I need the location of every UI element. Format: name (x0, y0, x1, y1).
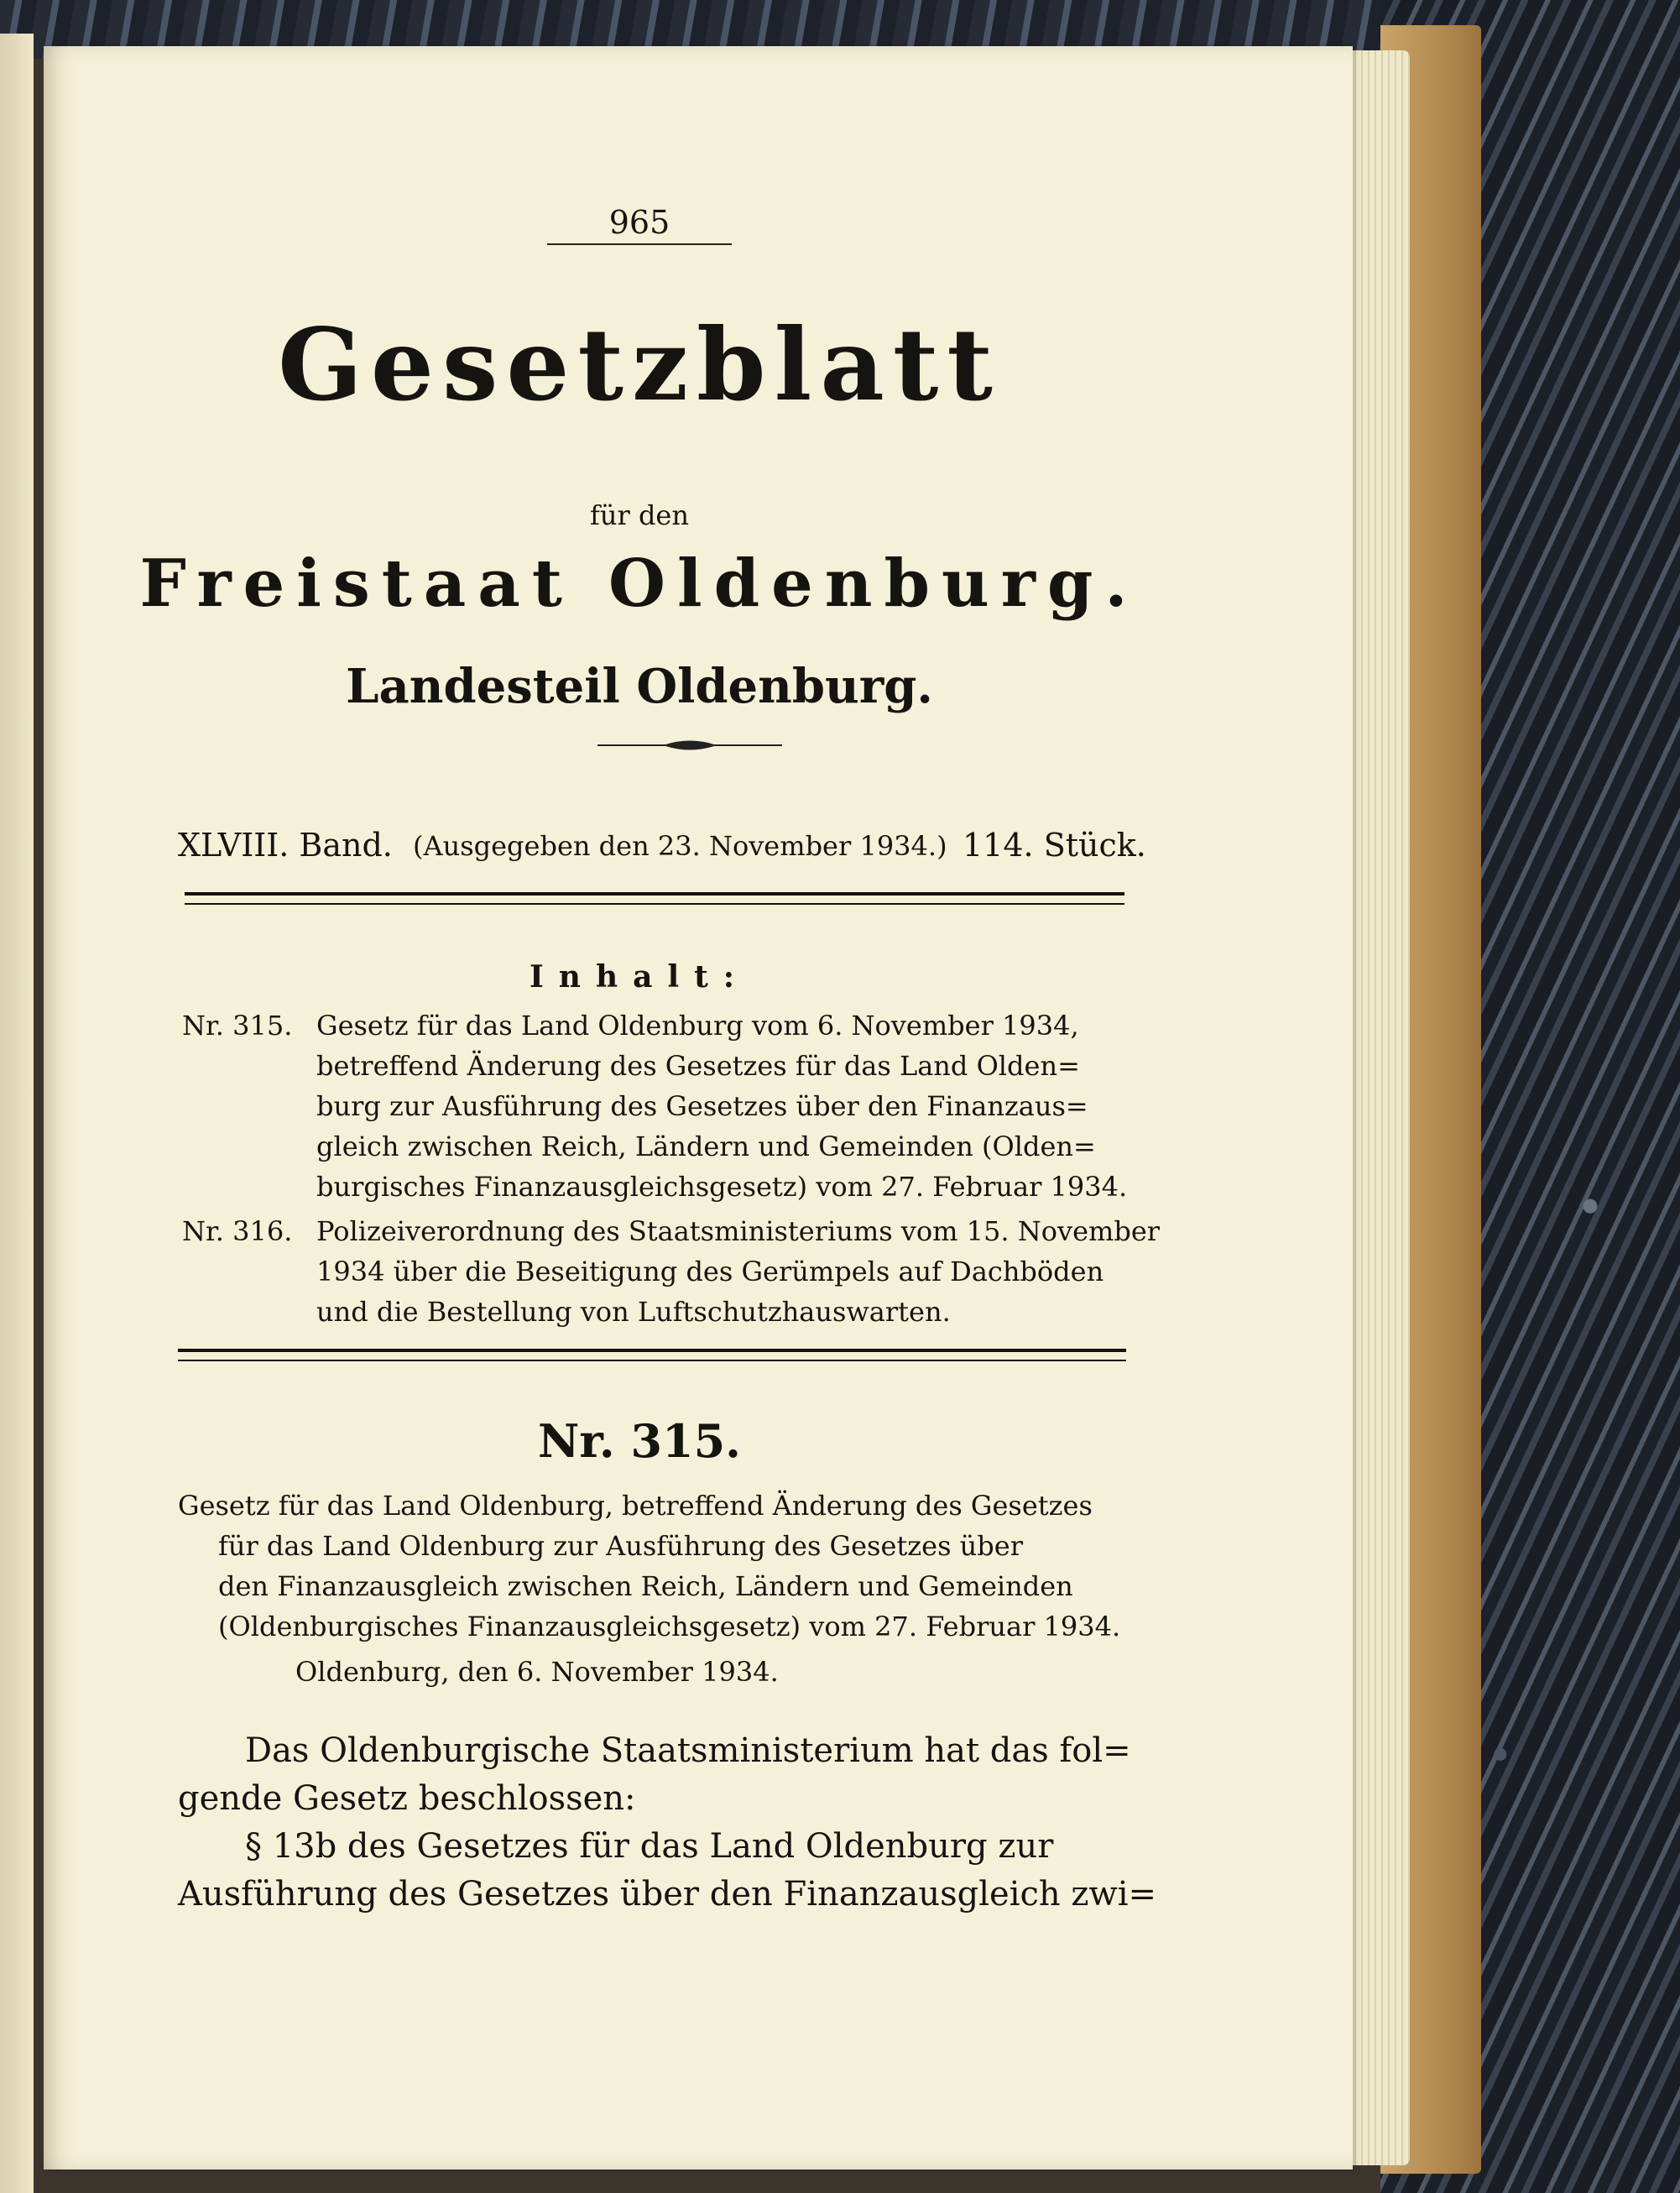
body-text-line: Das Oldenburgische Staatsministerium hat das fol= (245, 1731, 1131, 1770)
toc-entry-line: burgisches Finanzausgleichsgesetz) vom 27. Februar 1934. (316, 1171, 1128, 1203)
page-number: 965 (608, 204, 670, 241)
page-number-rule (547, 243, 732, 245)
issue-date: (Ausgegeben den 23. November 1934.) (413, 830, 947, 862)
volume-number: XLVIII. Band. (178, 827, 393, 864)
toc-entry-line: betreffend Änderung des Gesetzes für das Land Olden= (316, 1050, 1080, 1082)
law-date-line: Oldenburg, den 6. November 1934. (295, 1656, 779, 1688)
rule-thin (185, 903, 1124, 905)
law-title-line: den Finanzausgleich zwischen Reich, Ländern und Gemeinden (218, 1570, 1073, 1602)
law-title-line: Gesetz für das Land Oldenburg, betreffend Änderung des Gesetzes (178, 1490, 1093, 1522)
body-text-line: gende Gesetz beschlossen: (178, 1779, 636, 1818)
law-title-line: (Oldenburgisches Finanzausgleichsgesetz) vom 27. Februar 1934. (218, 1611, 1121, 1642)
rule-thick (185, 892, 1124, 895)
law-title-line: für das Land Oldenburg zur Ausführung des Gesetzes über (218, 1530, 1023, 1562)
rule-thin (178, 1360, 1126, 1361)
masthead-title: Gesetzblatt (278, 306, 1001, 423)
toc-entry-line: gleich zwischen Reich, Ländern und Gemeinden (Olden= (316, 1130, 1096, 1162)
toc-entry-line: Polizeiverordnung des Staatsministeriums vom 15. November (316, 1215, 1161, 1247)
toc-entry-line: 1934 über die Beseitigung des Gerümpels auf Dachböden (316, 1256, 1104, 1287)
masthead-for-the: für den (590, 499, 689, 531)
body-text-line: Ausführung des Gesetzes über den Finanzausgleich zwi= (178, 1875, 1156, 1914)
body-text-line: § 13b des Gesetzes für das Land Oldenburg zur (245, 1827, 1054, 1866)
rule-thick (178, 1349, 1126, 1352)
contents-heading: Inhalt: (529, 959, 750, 995)
ornament-divider-icon (597, 733, 782, 758)
toc-entry-line: burg zur Ausführung des Gesetzes über den Finanzaus= (316, 1090, 1088, 1122)
masthead-region: Landesteil Oldenburg. (346, 659, 933, 714)
issue-piece: 114. Stück. (963, 827, 1146, 864)
facing-page-edge (0, 34, 34, 2193)
law-heading: Nr. 315. (538, 1414, 741, 1468)
document-page (44, 46, 1353, 2170)
masthead-state: Freistaat Oldenburg. (139, 546, 1140, 622)
toc-entry-line: Gesetz für das Land Oldenburg vom 6. November 1934, (316, 1010, 1079, 1042)
toc-entry-number: Nr. 315. (182, 1010, 293, 1042)
toc-entry-line: und die Bestellung von Luftschutzhauswarten. (316, 1296, 951, 1328)
toc-entry-number: Nr. 316. (182, 1215, 293, 1247)
